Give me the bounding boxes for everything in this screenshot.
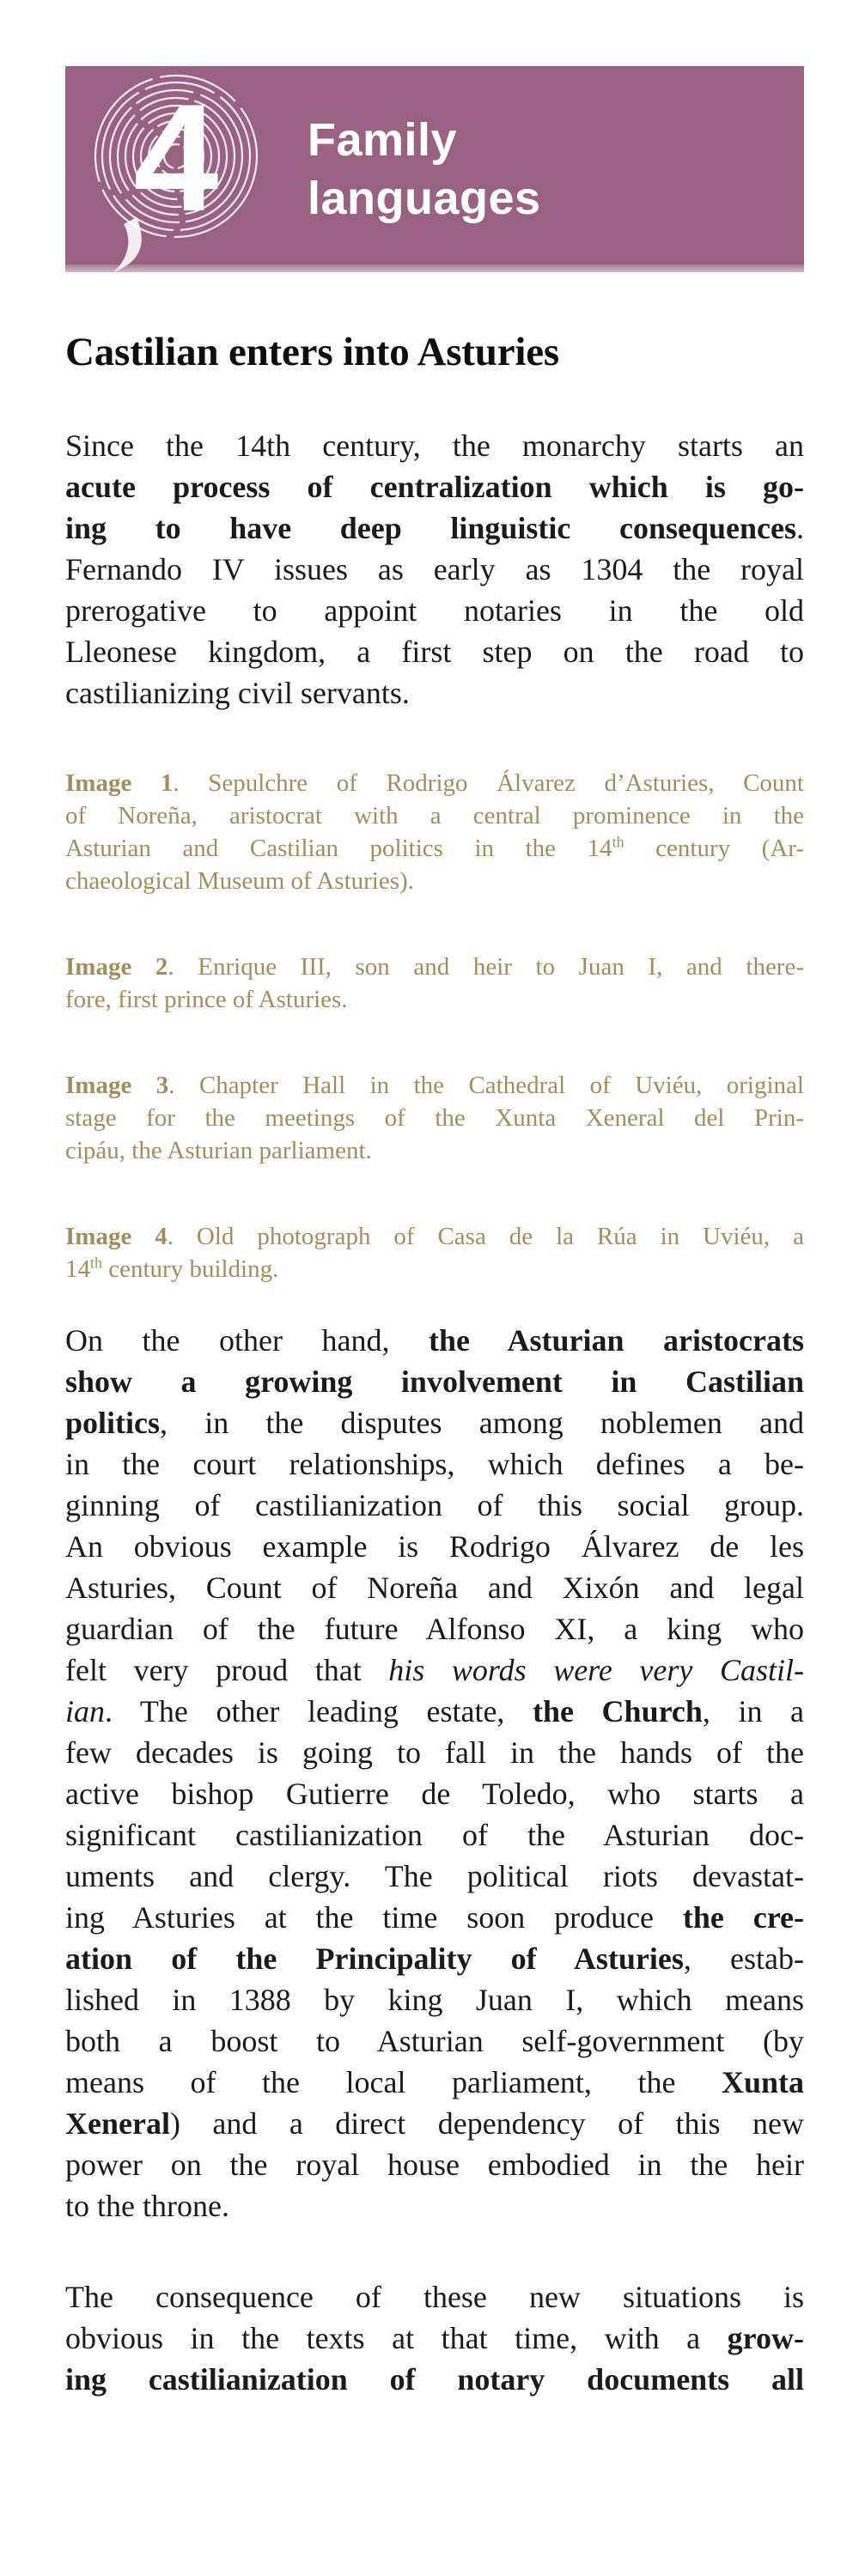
text-segment: few decades is going to fall in the hands of the: [65, 1735, 804, 1770]
text-line: [65, 865, 804, 897]
text-line: [65, 1320, 804, 1361]
text-line: [65, 1979, 804, 2020]
text-segment: ) and a direct dependency of this new: [169, 2106, 804, 2141]
text-segment: Image 2: [65, 953, 168, 981]
text-line: [65, 951, 804, 983]
text-line: [65, 1485, 804, 1526]
text-segment: prerogative to appoint notaries in the old: [65, 593, 804, 628]
text-line: [65, 1649, 804, 1691]
text-line: [65, 2020, 804, 2062]
text-segment: guardian of the future Alfonso XI, a king who: [65, 1612, 804, 1646]
text-segment: cipáu, the Asturian parliament.: [65, 1137, 372, 1164]
text-segment: significant castilianization of the Asturian doc-: [65, 1818, 804, 1852]
text-segment: 14: [65, 1255, 90, 1283]
text-line: [65, 1856, 804, 1897]
text-segment: ing castilianization of notary documents all: [65, 2362, 804, 2397]
text-segment: grow-: [727, 2321, 804, 2355]
banner-title-line2: languages: [308, 173, 541, 224]
text-segment: his words were very Castil-: [388, 1653, 804, 1687]
text-segment: castilianizing civil servants.: [65, 676, 410, 710]
section-banner: [65, 66, 804, 272]
text-line: [65, 1567, 804, 1608]
text-line: [65, 983, 804, 1016]
text-line: [65, 631, 804, 672]
text-line: [65, 2185, 804, 2227]
text-segment: . Sepulchre of Rodrigo Álvarez d’Asturies, Count: [173, 769, 804, 797]
text-line: [65, 2359, 804, 2400]
text-segment: Fernando IV issues as early as 1304 the royal: [65, 552, 804, 586]
text-segment: century (Ar-: [624, 835, 804, 862]
text-segment: the cre-: [682, 1900, 805, 1935]
text-segment: Since the 14th century, the monarchy starts an: [65, 428, 804, 463]
text-segment: to the throne.: [65, 2189, 229, 2223]
text-line: [65, 1938, 804, 1979]
text-segment: the Church: [533, 1694, 703, 1728]
body-paragraph: [65, 425, 804, 714]
image-caption: [65, 1220, 804, 1285]
article-content: [65, 425, 804, 2400]
text-segment: . Chapter Hall in the Cathedral of Uviéu, original: [168, 1072, 804, 1099]
text-segment: Image 4: [65, 1223, 168, 1250]
text-segment: . The other leading estate,: [105, 1694, 533, 1728]
text-segment: Lleonese kingdom, a first step on the road to: [65, 635, 804, 669]
text-line: [65, 1897, 804, 1938]
text-line: [65, 507, 804, 549]
text-segment: felt very proud that: [65, 1653, 389, 1687]
banner-title-line1: Family: [308, 114, 458, 166]
text-segment: . Old photograph of Casa de la Rúa in Uviéu, a: [167, 1223, 804, 1250]
text-line: [65, 832, 804, 865]
text-line: [65, 1608, 804, 1649]
image-caption: [65, 1069, 804, 1167]
text-segment: chaeological Museum of Asturies).: [65, 867, 414, 895]
text-segment: ginning of castilianization of this social group.: [65, 1488, 804, 1522]
text-line: [65, 1732, 804, 1773]
body-paragraph: [65, 1320, 804, 2227]
text-segment: ian: [65, 1694, 106, 1728]
text-segment: .: [796, 511, 804, 545]
text-line: [65, 1220, 804, 1253]
text-line: [65, 2062, 804, 2103]
text-segment: An obvious example is Rodrigo Álvarez de les: [65, 1529, 804, 1564]
body-paragraph: [65, 2276, 804, 2400]
text-line: [65, 549, 804, 590]
text-line: [65, 2318, 804, 2359]
text-line: [65, 2276, 804, 2318]
section-number: 4: [133, 72, 219, 243]
text-segment: th: [612, 833, 624, 851]
text-line: [65, 2144, 804, 2185]
text-line: [65, 1691, 804, 1732]
text-segment: The consequence of these new situations is: [65, 2280, 804, 2314]
text-segment: ation of the Principality of Asturies: [65, 1941, 684, 1976]
text-segment: On the other hand,: [65, 1323, 429, 1358]
text-segment: both a boost to Asturian self-government (by: [65, 2024, 804, 2058]
text-line: [65, 1814, 804, 1856]
text-segment: fore, first prince of Asturies.: [65, 986, 348, 1013]
text-line: [65, 466, 804, 507]
text-segment: means of the local parliament, the: [65, 2065, 722, 2099]
text-segment: Image 1: [65, 769, 174, 797]
text-line: [65, 1526, 804, 1567]
text-line: [65, 1253, 804, 1285]
text-segment: the Asturian aristocrats: [429, 1323, 804, 1358]
text-segment: politics: [65, 1406, 161, 1440]
banner-title: [308, 111, 541, 228]
text-segment: , in the disputes among noblemen and: [160, 1406, 804, 1440]
text-line: [65, 799, 804, 832]
text-segment: ing Asturies at the time soon produce: [65, 1900, 683, 1935]
text-segment: ing to have deep linguistic consequences: [65, 511, 796, 545]
text-segment: show a growing involvement in Castilian: [65, 1364, 804, 1399]
text-segment: active bishop Gutierre de Toledo, who starts a: [65, 1777, 804, 1811]
text-segment: th: [90, 1254, 102, 1272]
text-line: [65, 1102, 804, 1134]
text-segment: , estab-: [683, 1941, 804, 1976]
text-segment: Image 3: [65, 1072, 169, 1099]
text-segment: lished in 1388 by king Juan I, which means: [65, 1983, 804, 2017]
text-line: [65, 590, 804, 631]
text-segment: stage for the meetings of the Xunta Xeneral del Prin-: [65, 1104, 804, 1132]
text-segment: of Noreña, aristocrat with a central prominence in the: [65, 802, 804, 829]
text-segment: Asturies, Count of Noreña and Xixón and legal: [65, 1571, 804, 1605]
text-segment: , in a: [702, 1694, 805, 1728]
text-line: [65, 425, 804, 466]
text-segment: in the court relationships, which defines a be-: [65, 1447, 804, 1481]
text-segment: acute process of centralization which is go-: [65, 470, 804, 504]
image-caption: [65, 767, 804, 897]
text-line: [65, 1069, 804, 1102]
text-line: [65, 1402, 804, 1443]
text-line: [65, 1361, 804, 1402]
text-segment: uments and clergy. The political riots devastat-: [65, 1859, 804, 1893]
text-segment: Xeneral: [65, 2106, 170, 2141]
text-segment: power on the royal house embodied in the heir: [65, 2148, 804, 2182]
text-segment: obvious in the texts at that time, with a: [65, 2321, 728, 2355]
fingerprint-comma-icon: [88, 66, 268, 272]
text-line: [65, 767, 804, 799]
text-line: [65, 1134, 804, 1167]
text-line: [65, 1443, 804, 1485]
fingerprint-badge: [88, 66, 268, 272]
text-segment: Xunta: [721, 2065, 804, 2099]
text-segment: . Enrique III, son and heir to Juan I, and there-: [168, 953, 804, 981]
text-line: [65, 2103, 804, 2144]
image-caption: [65, 951, 804, 1016]
text-segment: Asturian and Castilian politics in the 14: [65, 835, 612, 862]
document-page: [65, 0, 804, 2400]
page-title: Castilian enters into Asturies: [65, 330, 559, 374]
text-line: [65, 1773, 804, 1814]
text-segment: century building.: [101, 1255, 279, 1283]
text-line: [65, 672, 804, 714]
